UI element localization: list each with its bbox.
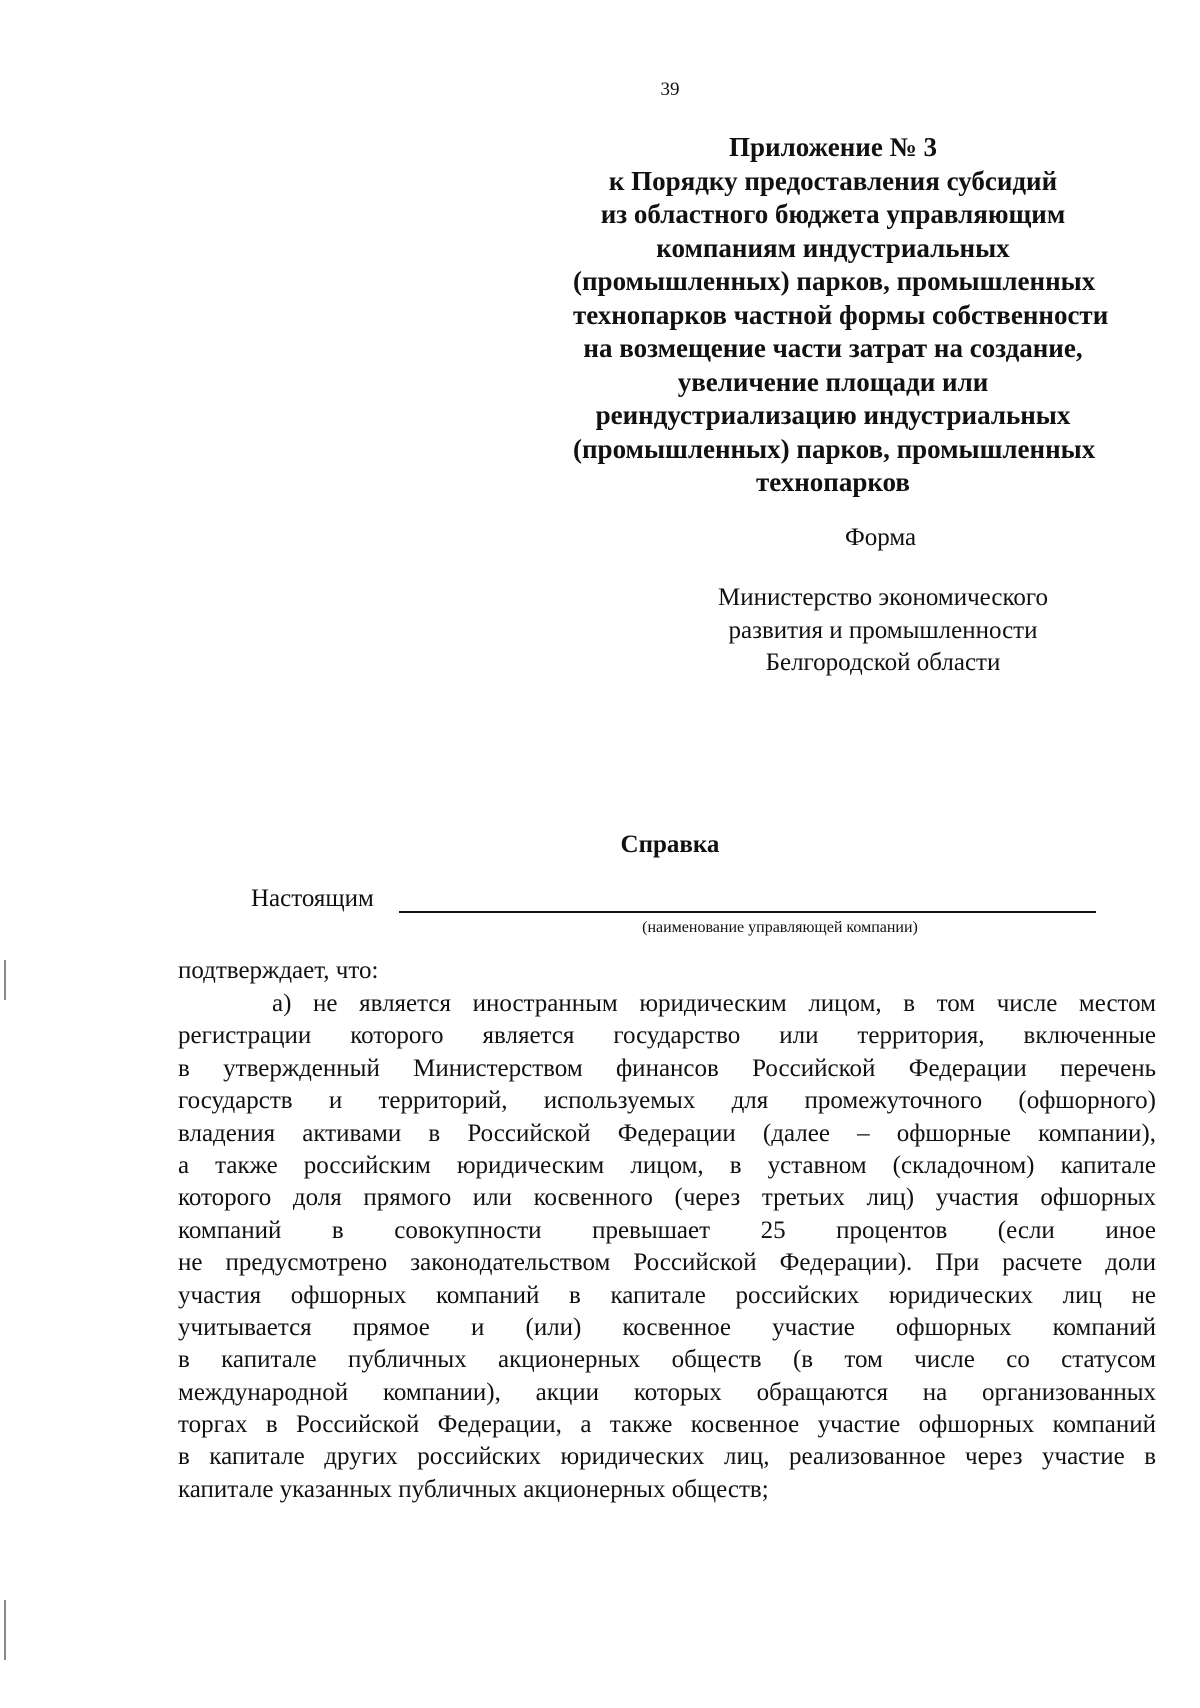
recipient-line: развития и промышленности — [728, 616, 1038, 644]
paragraph-line: владения активами в Российской Федерации (далее – офшорные компании), — [178, 1119, 1156, 1147]
appendix-line: (промышленных) парков, промышленных — [573, 266, 1096, 296]
appendix-line: увеличение площади или — [677, 366, 989, 397]
paragraph-line: в капитале других российских юридических лиц, реализованное через участие в — [178, 1443, 1156, 1471]
paragraph-line: которого доля прямого или косвенного (через третьих лиц) участия офшорных — [178, 1184, 1156, 1212]
appendix-line: на возмещение части затрат на создание, — [583, 333, 1083, 363]
paragraph-line: международной компании), акции которых обращаются на организованных — [178, 1378, 1156, 1406]
form-label: Форма — [845, 524, 917, 551]
paragraph-line: а) не является иностранным юридическим лицом, в том числе местом — [272, 990, 1156, 1017]
document-title: Справка — [620, 831, 720, 858]
appendix-line: из областного бюджета управляющим — [600, 199, 1066, 229]
page-number: 39 — [660, 79, 680, 100]
paragraph-line: участия офшорных компаний в капитале российских юридических лиц не — [178, 1281, 1156, 1309]
scan-margin-mark — [4, 960, 6, 1000]
company-name-blank-line — [399, 911, 1096, 913]
appendix-line: реиндустриализацию индустриальных — [595, 400, 1071, 430]
paragraph-line: капитале указанных публичных акционерных обществ; — [178, 1475, 769, 1503]
appendix-header — [573, 131, 1109, 500]
paragraph-a — [178, 988, 1156, 1506]
paragraph-line: компаний в совокупности превышает 25 процентов (если иное — [178, 1216, 1156, 1244]
paragraph-line: торгах в Российской Федерации, а также косвенное участие офшорных компаний — [178, 1411, 1156, 1439]
appendix-line: компаниям индустриальных — [656, 232, 1010, 263]
hereby-word: Настоящим — [251, 885, 374, 912]
paragraph-line: в утвержденный Министерством финансов Российской Федерации перечень — [178, 1054, 1156, 1082]
appendix-line: (промышленных) парков, промышленных — [573, 433, 1096, 464]
scan-margin-mark — [4, 1600, 6, 1660]
paragraph-line: учитывается прямое и (или) косвенное участие офшорных компаний — [178, 1313, 1156, 1341]
appendix-line: технопарков — [756, 467, 910, 497]
recipient-block — [693, 582, 1073, 680]
appendix-line: к Порядку предоставления субсидий — [608, 165, 1058, 196]
company-name-caption: (наименование управляющей компании) — [642, 919, 918, 936]
appendix-line: Приложение № 3 — [729, 132, 937, 162]
recipient-line: Министерство экономического — [718, 584, 1048, 611]
appendix-line: технопарков частной формы собственности — [573, 299, 1109, 330]
paragraph-line: в капитале публичных акционерных обществ (в том числе со статусом — [178, 1346, 1156, 1374]
paragraph-line: государств и территорий, используемых для промежуточного (офшорного) — [178, 1087, 1156, 1115]
paragraph-line: регистрации которого является государство или территория, включенные — [178, 1022, 1156, 1050]
paragraph-line: а также российским юридическим лицом, в уставном (складочном) капитале — [178, 1151, 1156, 1179]
paragraph-line: не предусмотрено законодательством Российской Федерации). При расчете доли — [178, 1249, 1156, 1277]
confirms-text: подтверждает, что: — [178, 957, 379, 984]
recipient-line: Белгородской области — [765, 649, 1001, 676]
company-name-row — [251, 883, 1101, 915]
